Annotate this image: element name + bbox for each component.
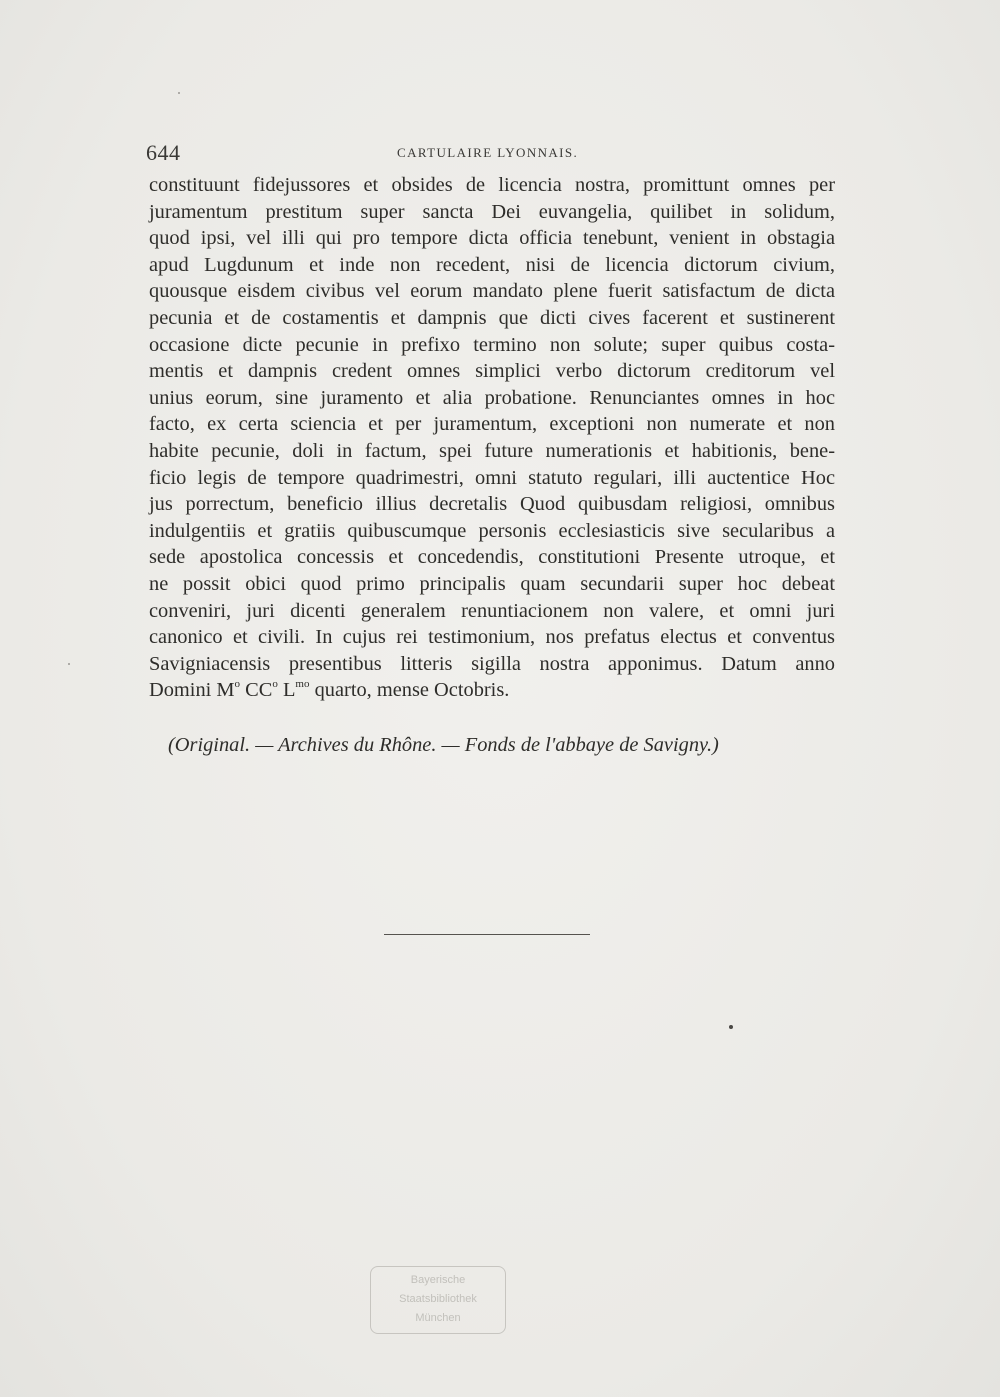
- charter-text: [149, 172, 835, 704]
- page-header: [146, 140, 836, 170]
- date-line: [149, 677, 835, 704]
- ink-speck: [729, 1025, 733, 1029]
- text-line: occasione dicte pecunie in prefixo termino non solute; super quibus costa-: [149, 333, 835, 356]
- text-line: conveniri, juri dicenti generalem renuntiacionem non valere, et omni juri: [149, 599, 835, 622]
- running-head: CARTULAIRE LYONNAIS.: [397, 145, 579, 160]
- page-number: 644: [146, 140, 181, 165]
- text-line: canonico et civili. In cujus rei testimonium, nos prefatus electus et conventus: [149, 626, 835, 649]
- superscript: o: [234, 678, 241, 691]
- text-line: pecunia et de costamentis et dampnis que dicti cives facerent et sustinerent: [149, 306, 835, 329]
- text-line: ficio legis de tempore quadrimestri, omni statuto regulari, illi auctentice Hoc: [149, 466, 835, 489]
- text-line: indulgentiis et gratiis quibuscumque personis ecclesiasticis sive secularibus a: [149, 519, 835, 542]
- text-line: quod ipsi, vel illi qui pro tempore dicta officia tenebunt, venient in obstagia: [149, 227, 835, 250]
- text-line: apud Lugdunum et inde non recedent, nisi de licencia dictorum civium,: [149, 253, 835, 276]
- text-line: unius eorum, sine juramento et alia probatione. Renunciantes omnes in hoc: [149, 386, 835, 409]
- stamp-line: Bayerische: [410, 1274, 466, 1286]
- date-part: L: [277, 679, 296, 702]
- text-line: quousque eisdem civibus vel eorum mandato plene fuerit satisfactum de dicta: [149, 280, 835, 303]
- date-suffix: quarto, mense Octobris.: [309, 679, 510, 702]
- date-prefix: Domini M: [149, 679, 235, 702]
- section-divider: [384, 934, 590, 935]
- ink-speck: [178, 92, 180, 94]
- stamp-line: München: [415, 1312, 461, 1324]
- text-line: sede apostolica concessis et concedendis, constitutioni Presente utroque, et: [149, 546, 835, 569]
- date-part: CC: [240, 679, 273, 702]
- text-line: Savigniacensis presentibus litteris sigilla nostra apponimus. Datum anno: [149, 652, 835, 675]
- ink-speck: [68, 663, 70, 665]
- superscript: o: [272, 678, 278, 691]
- text-line: jus porrectum, beneficio illius decretalis Quod quibusdam religiosi, omnibus: [149, 493, 835, 516]
- stamp-line: Staatsbibliothek: [399, 1293, 477, 1305]
- text-line: habite pecunie, doli in factum, spei future numerationis et habitionis, bene-: [149, 439, 835, 462]
- superscript: mo: [295, 678, 310, 691]
- library-stamp: [370, 1266, 506, 1334]
- text-line: ne possit obici quod primo principalis quam secundarii super hoc debeat: [149, 572, 835, 595]
- text-line: mentis et dampnis credent omnes simplici verbo dictorum creditorum vel: [149, 360, 835, 383]
- source-citation: (Original. — Archives du Rhône. — Fonds de l'abbaye de Savigny.): [168, 734, 719, 756]
- text-line: constituunt fidejussores et obsides de licencia nostra, promittunt omnes per: [149, 174, 835, 196]
- text-line: facto, ex certa sciencia et per juramentum, exceptioni non numerate et non: [149, 413, 835, 436]
- text-line: juramentum prestitum super sancta Dei euvangelia, quilibet in solidum,: [149, 200, 835, 223]
